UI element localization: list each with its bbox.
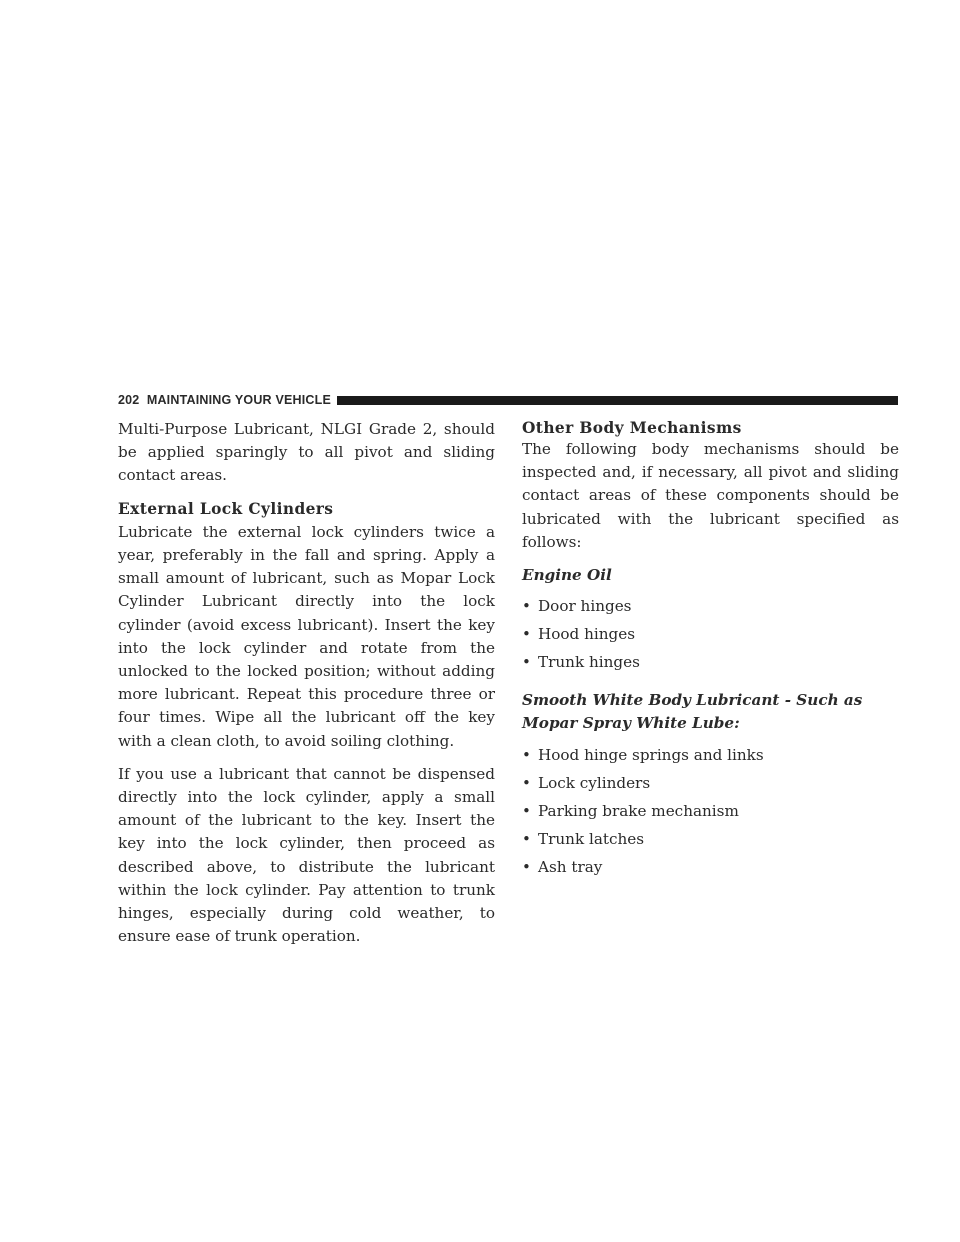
body-mechanisms-intro: The following body mechanisms should be inspected and, if necessary, all pivot and sliding contact areas of these components should be lubricated with the lubricant specified as follows: bbox=[522, 440, 899, 551]
list-item bbox=[522, 856, 899, 884]
other-body-mechanisms-heading: Other Body Mechanisms bbox=[522, 419, 742, 437]
white-lube-list bbox=[522, 744, 899, 884]
list-item-text: Hood hinge springs and links bbox=[538, 745, 764, 764]
list-item bbox=[522, 595, 899, 623]
engine-oil-label: Engine Oil bbox=[522, 566, 612, 585]
list-item bbox=[522, 800, 899, 828]
list-item-text: Lock cylinders bbox=[538, 773, 651, 792]
page-header bbox=[118, 390, 898, 410]
list-item bbox=[522, 651, 899, 679]
bullet-icon: • bbox=[522, 597, 531, 616]
page-header-text bbox=[118, 393, 337, 407]
external-lock-cylinders-heading: External Lock Cylinders bbox=[118, 499, 334, 518]
bullet-icon: • bbox=[522, 801, 531, 820]
list-item-text: Trunk latches bbox=[538, 829, 645, 848]
bullet-icon: • bbox=[522, 773, 531, 792]
lock-cylinders-paragraph-2: If you use a lubricant that cannot be dispensed directly into the lock cylinder, apply a small amount of the lubricant to the key. Insert the key into the lock cylinder, then proceed as described above, to distribute the lubricant within the lock cylinder. Pay attention to trunk hinges, especially during cold weather, to ensure ease of trunk operation. bbox=[118, 764, 495, 946]
bullet-icon: • bbox=[522, 745, 531, 764]
bullet-icon: • bbox=[522, 625, 531, 644]
bullet-icon: • bbox=[522, 829, 531, 848]
list-item-text: Trunk hinges bbox=[538, 653, 640, 672]
header-rule bbox=[337, 396, 898, 405]
lock-cylinders-paragraph-1: Lubricate the external lock cylinders twice a year, preferably in the fall and spring. Apply a small amount of lubricant, such as Mopar Lock Cylinder Lubricant directly into the lock cylinder (avoid excess lubricant). Insert the key into the lock cylinder and rotate from the unlocked to the locked position; without adding more lubricant. Repeat this procedure three or four times. Wipe all the lubricant off the key with a clean cloth, to avoid soiling clothing. bbox=[118, 522, 495, 750]
white-lube-label: Smooth White Body Lubricant - Such as Mopar Spray White Lube: bbox=[522, 691, 863, 733]
bullet-icon: • bbox=[522, 857, 531, 876]
list-item-text: Hood hinges bbox=[538, 625, 636, 644]
list-item bbox=[522, 772, 899, 800]
bullet-icon: • bbox=[522, 653, 531, 672]
list-item-text: Door hinges bbox=[538, 597, 632, 616]
engine-oil-list bbox=[522, 595, 899, 679]
section-title: MAINTAINING YOUR VEHICLE bbox=[146, 393, 332, 407]
right-column bbox=[522, 418, 899, 894]
list-item bbox=[522, 744, 899, 772]
list-item bbox=[522, 828, 899, 856]
list-item bbox=[522, 623, 899, 651]
left-column bbox=[118, 418, 495, 958]
list-item-text: Parking brake mechanism bbox=[538, 801, 739, 820]
page-number: 202 bbox=[118, 393, 140, 407]
intro-paragraph: Multi-Purpose Lubricant, NLGI Grade 2, should be applied sparingly to all pivot and sliding contact areas. bbox=[118, 420, 495, 485]
list-item-text: Ash tray bbox=[538, 857, 603, 876]
